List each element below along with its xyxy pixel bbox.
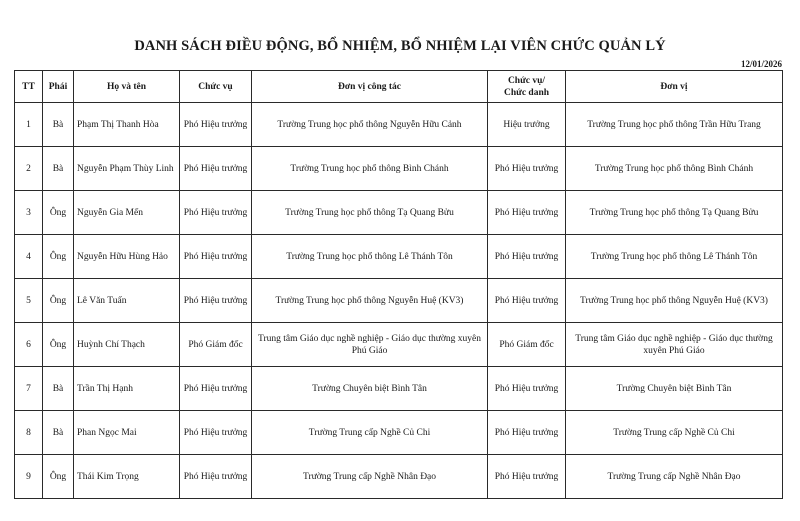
- cell-tt: 1: [15, 103, 43, 147]
- table-header-row: [15, 71, 783, 103]
- cell-don-vi: Trung tâm Giáo dục nghề nghiệp - Giáo dục thường xuyên Phú Giáo: [566, 323, 783, 367]
- cell-tt: 6: [15, 323, 43, 367]
- cell-don-vi-cong-tac: Trường Chuyên biệt Bình Tân: [252, 367, 488, 411]
- cell-chuc-vu-moi: Phó Hiệu trưởng: [488, 367, 566, 411]
- cell-chuc-vu-moi: Phó Hiệu trưởng: [488, 235, 566, 279]
- cell-don-vi-cong-tac: Trường Trung học phổ thông Bình Chánh: [252, 147, 488, 191]
- cell-chuc-vu: Phó Hiệu trưởng: [180, 279, 252, 323]
- cell-phai: Ông: [43, 191, 74, 235]
- cell-phai: Bà: [43, 367, 74, 411]
- table-row: [15, 147, 783, 191]
- cell-phai: Bà: [43, 103, 74, 147]
- header-phai: Phái: [43, 71, 74, 103]
- cell-don-vi: Trường Trung học phổ thông Trần Hữu Trang: [566, 103, 783, 147]
- table-row: [15, 103, 783, 147]
- cell-chuc-vu-moi: Phó Hiệu trưởng: [488, 279, 566, 323]
- cell-chuc-vu-moi: Phó Giám đốc: [488, 323, 566, 367]
- cell-don-vi: Trường Trung học phổ thông Lê Thánh Tôn: [566, 235, 783, 279]
- cell-tt: 2: [15, 147, 43, 191]
- cell-tt: 3: [15, 191, 43, 235]
- cell-don-vi: Trường Trung học phổ thông Tạ Quang Bửu: [566, 191, 783, 235]
- cell-don-vi-cong-tac: Trường Trung học phổ thông Tạ Quang Bửu: [252, 191, 488, 235]
- header-chuc-vu: Chức vụ: [180, 71, 252, 103]
- table-row: [15, 235, 783, 279]
- cell-chuc-vu: Phó Hiệu trưởng: [180, 147, 252, 191]
- cell-don-vi-cong-tac: Trường Trung học phổ thông Lê Thánh Tôn: [252, 235, 488, 279]
- header-chuc-vu-moi: [488, 71, 566, 103]
- cell-chuc-vu: Phó Hiệu trưởng: [180, 455, 252, 499]
- cell-ho-ten: Phạm Thị Thanh Hòa: [74, 103, 180, 147]
- cell-chuc-vu-moi: Hiệu trưởng: [488, 103, 566, 147]
- cell-ho-ten: Trần Thị Hạnh: [74, 367, 180, 411]
- cell-don-vi: Trường Trung học phổ thông Nguyễn Huệ (KV3): [566, 279, 783, 323]
- cell-don-vi-cong-tac: Trường Trung cấp Nghề Nhân Đạo: [252, 455, 488, 499]
- header-chuc-vu-moi-line2: Chức danh: [503, 87, 550, 98]
- cell-chuc-vu: Phó Hiệu trưởng: [180, 191, 252, 235]
- cell-phai: Ông: [43, 279, 74, 323]
- cell-ho-ten: Thái Kim Trọng: [74, 455, 180, 499]
- cell-don-vi: Trường Trung cấp Nghề Nhân Đạo: [566, 455, 783, 499]
- header-don-vi: Đơn vị: [566, 71, 783, 103]
- cell-don-vi: Trường Trung cấp Nghề Củ Chi: [566, 411, 783, 455]
- document-title: DANH SÁCH ĐIỀU ĐỘNG, BỔ NHIỆM, BỔ NHIỆM LẠI VIÊN CHỨC QUẢN LÝ: [134, 38, 666, 54]
- header-don-vi-cong-tac: Đơn vị công tác: [252, 71, 488, 103]
- cell-tt: 4: [15, 235, 43, 279]
- cell-don-vi-cong-tac: Trường Trung học phổ thông Nguyễn Huệ (KV3): [252, 279, 488, 323]
- cell-ho-ten: Lê Văn Tuấn: [74, 279, 180, 323]
- cell-tt: 8: [15, 411, 43, 455]
- cell-chuc-vu-moi: Phó Hiệu trưởng: [488, 411, 566, 455]
- cell-tt: 7: [15, 367, 43, 411]
- cell-ho-ten: Huỳnh Chí Thạch: [74, 323, 180, 367]
- document-date: 12/01/2026: [740, 59, 782, 69]
- cell-phai: Ông: [43, 455, 74, 499]
- cell-chuc-vu: Phó Hiệu trưởng: [180, 235, 252, 279]
- cell-phai: Bà: [43, 411, 74, 455]
- cell-chuc-vu: Phó Hiệu trưởng: [180, 367, 252, 411]
- table-row: [15, 367, 783, 411]
- cell-don-vi-cong-tac: Trường Trung học phổ thông Nguyễn Hữu Cảnh: [252, 103, 488, 147]
- cell-don-vi: Trường Trung học phổ thông Bình Chánh: [566, 147, 783, 191]
- cell-ho-ten: Nguyễn Phạm Thùy Linh: [74, 147, 180, 191]
- cell-chuc-vu: Phó Hiệu trưởng: [180, 103, 252, 147]
- cell-don-vi: Trường Chuyên biệt Bình Tân: [566, 367, 783, 411]
- cell-don-vi-cong-tac: Trung tâm Giáo dục nghề nghiệp - Giáo dục thường xuyên Phú Giáo: [252, 323, 488, 367]
- cell-ho-ten: Phan Ngọc Mai: [74, 411, 180, 455]
- cell-tt: 9: [15, 455, 43, 499]
- cell-chuc-vu-moi: Phó Hiệu trưởng: [488, 455, 566, 499]
- cell-chuc-vu: Phó Giám đốc: [180, 323, 252, 367]
- cell-chuc-vu: Phó Hiệu trưởng: [180, 411, 252, 455]
- table-row: [15, 191, 783, 235]
- cell-phai: Ông: [43, 235, 74, 279]
- header-ho-ten: Họ và tên: [74, 71, 180, 103]
- cell-phai: Ông: [43, 323, 74, 367]
- table-row: [15, 323, 783, 367]
- cell-ho-ten: Nguyễn Gia Mến: [74, 191, 180, 235]
- cell-don-vi-cong-tac: Trường Trung cấp Nghề Củ Chi: [252, 411, 488, 455]
- table-row: [15, 279, 783, 323]
- table-row: [15, 455, 783, 499]
- cell-phai: Bà: [43, 147, 74, 191]
- cell-tt: 5: [15, 279, 43, 323]
- header-chuc-vu-moi-line1: Chức vụ/: [507, 75, 546, 86]
- cell-chuc-vu-moi: Phó Hiệu trưởng: [488, 147, 566, 191]
- cell-ho-ten: Nguyễn Hữu Hùng Hảo: [74, 235, 180, 279]
- table-row: [15, 411, 783, 455]
- header-tt: TT: [15, 71, 43, 103]
- cell-chuc-vu-moi: Phó Hiệu trưởng: [488, 191, 566, 235]
- appointment-table: [14, 70, 783, 499]
